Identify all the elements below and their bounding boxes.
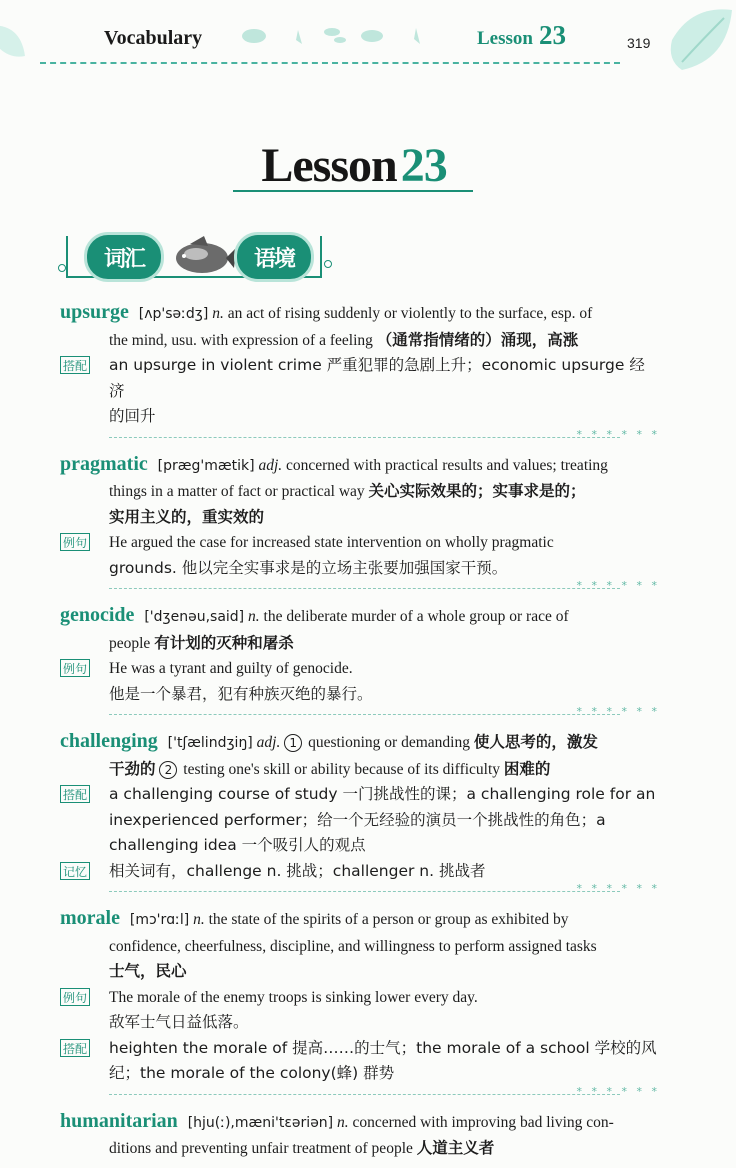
definition-cont: confidence, cheerfulness, discipline, and willingness to perform assigned tasks [109,937,597,955]
header-lesson [477,20,566,51]
collocation-tag: 搭配 [60,356,90,374]
headword: pragmatic [60,452,148,475]
definition: concerned with improving bad living con- [352,1113,614,1131]
part-of-speech: n. [193,911,205,928]
definition-zh: （通常指情绪的）涌现，高涨 [376,331,579,349]
definition-zh: 关心实际效果的；实事求是的； [368,483,586,500]
headword: genocide [60,604,135,626]
collocation-line: inexperienced performer；给一个无经验的演员一个挑战性的角色；a [109,810,606,829]
definition-zh-cont: 实用主义的，重实效的 [109,508,265,526]
phonetic: [hju(ː),mæni'tɛəriən] [187,1114,334,1131]
headword: humanitarian [60,1109,178,1132]
definition: concerned with practical results and values; treating [286,456,608,474]
part-of-speech: n. [248,608,260,625]
part-of-speech: adj. [258,456,283,474]
sense-number-1-icon: 1 [284,734,302,752]
definition-zh: 士气，民心 [109,963,187,980]
example-line: He argued the case for increased state intervention on wholly pragmatic [109,534,554,551]
section-badge [58,230,333,286]
header-divider [40,62,620,64]
sense-2-zh: 困难的 [503,760,551,778]
example-tag: 例句 [60,533,90,551]
badge-vocab-label: 词汇 [84,232,164,282]
phonetic: ['dʒenəu,said] [144,609,245,625]
example-line: 敌军士气日益低落。 [109,1013,249,1031]
part-of-speech: n. [212,305,224,322]
example-line: He was a tyrant and guilty of genocide. [109,660,353,677]
collocation-line: heighten the morale of 提高……的士气；the morale of a school 学校的风 [109,1038,657,1057]
collocation-line: an upsurge in violent crime 严重犯罪的急剧上升；economic upsurge 经济 [109,356,645,400]
collocation-line: 的回升 [109,407,156,425]
definition: the state of the spirits of a person or group as exhibited by [208,911,569,928]
vocab-entry [60,603,660,729]
sprout-decoration-icon [240,22,440,48]
collocation-tag: 搭配 [60,1039,90,1057]
sense-2: testing one's skill or ability because of its difficulty [183,760,501,778]
vocab-entry [60,300,660,452]
phonetic: [præg'mætik] [157,457,255,474]
entry-separator: * * * * * * [109,886,660,898]
part-of-speech: adj. [256,734,281,751]
header-lesson-number: 23 [538,20,566,50]
example-tag: 例句 [60,659,90,677]
definition: the deliberate murder of a whole group or race of [263,608,569,625]
vocab-entry [60,1109,660,1166]
sense-number-2-icon: 2 [159,761,177,779]
collocation-line: a challenging course of study 一门挑战性的课；a challenging role for an [109,785,656,803]
header-lesson-word: Lesson [477,28,533,49]
collocation-line: challenging idea 一个吸引人的观点 [109,836,366,854]
page-number: 319 [627,35,651,51]
vocab-entry [60,452,660,604]
definition-cont: people [109,634,151,652]
phonetic: [ʌp'səːdʒ] [138,306,209,322]
page-header [0,0,736,80]
badge-dot-right [324,260,332,268]
memory-tag: 记忆 [60,862,90,880]
sense-1-zh-cont: 干劲的 [109,760,156,778]
headword: upsurge [60,301,129,323]
headword: morale [60,907,120,929]
headword: challenging [60,730,158,752]
entry-separator: * * * * * * [109,432,660,444]
example-line: grounds. 他以完全实事求是的立场主张要加强国家干预。 [109,558,508,577]
collocation-line: 纪；the morale of the colony(蜂) 群势 [109,1064,395,1082]
entry-separator: * * * * * * [109,709,660,721]
badge-dot-left [58,264,66,272]
example-tag: 例句 [60,988,90,1006]
vocab-entry [60,906,660,1109]
entry-separator: * * * * * * [109,583,660,595]
badge-context-label: 语境 [234,232,314,282]
leaf-corner-icon [652,0,736,90]
sense-1-zh: 使人思考的，激发 [473,734,598,751]
definition-zh: 有计划的灭种和屠杀 [154,634,294,652]
vocab-entries [60,300,660,1166]
phonetic: [mɔ'rɑːl] [129,912,190,928]
title-underline [233,190,473,192]
sense-1: questioning or demanding [308,734,470,751]
entry-separator: * * * * * * [109,1089,660,1101]
part-of-speech: n. [337,1113,349,1131]
lesson-title [235,138,473,193]
definition-zh: 人道主义者 [416,1140,495,1157]
definition-cont: ditions and preventing unfair treatment of people [109,1140,413,1157]
example-line: The morale of the enemy troops is sinking lower every day. [109,988,478,1006]
title-number: 23 [400,139,447,192]
definition-cont: the mind, usu. with expression of a feeling [109,331,373,349]
example-line: 他是一个暴君，犯有种族灭绝的暴行。 [109,684,373,703]
leaf-decoration-icon [0,16,40,76]
vocab-entry [60,729,660,906]
title-word: Lesson [261,139,397,192]
header-section: Vocabulary [104,27,203,49]
definition-cont: things in a matter of fact or practical way [109,483,365,500]
memory-line: 相关词有，challenge n. 挑战；challenger n. 挑战者 [109,861,486,880]
collocation-tag: 搭配 [60,785,90,803]
definition: an act of rising suddenly or violently to the surface, esp. of [227,305,593,322]
fish-icon [170,234,236,278]
phonetic: ['tʃælindʒiŋ] [167,735,253,751]
